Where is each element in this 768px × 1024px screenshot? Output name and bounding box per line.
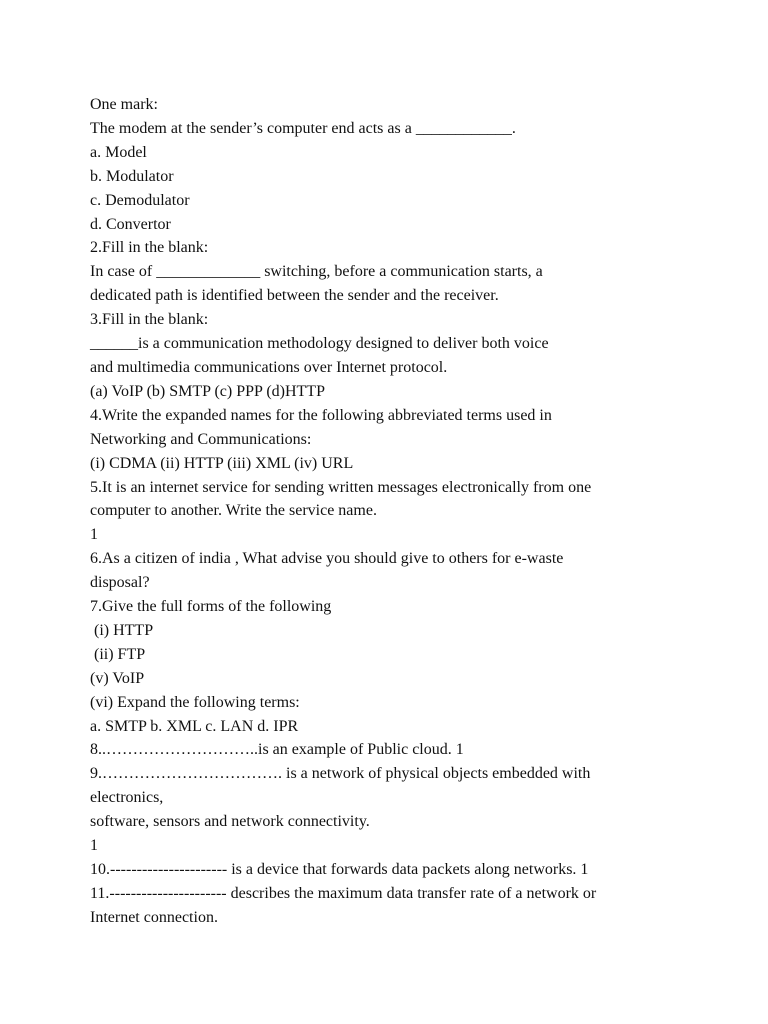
question-11-text: 11.---------------------- describes the maximum data transfer rate of a network or [90, 884, 597, 902]
question-1-option-a: a. Model [90, 143, 147, 161]
question-2-text-cont: dedicated path is identified between the sender and the receiver. [90, 287, 499, 305]
question-5-marks: 1 [90, 526, 98, 544]
question-1-option-d: d. Convertor [90, 215, 171, 233]
question-4-text-cont: Networking and Communications: [90, 430, 312, 448]
question-3-text: ______is a communication methodology designed to deliver both voice [90, 335, 549, 353]
question-9-text: 9.……………………………. is a network of physical objects embedded with [90, 765, 591, 783]
question-2-text: In case of _____________ switching, before a communication starts, a [90, 263, 543, 281]
section-heading: One mark: [90, 96, 158, 113]
question-9-marks: 1 [90, 837, 98, 855]
question-11-text-cont: Internet connection. [90, 908, 218, 926]
question-1-option-c: c. Demodulator [90, 191, 190, 209]
question-3-text-cont: and multimedia communications over Internet protocol. [90, 358, 448, 376]
document-page [90, 93, 690, 930]
question-7-item-6: (vi) Expand the following terms: [90, 693, 300, 711]
question-8-text: 8..………………………..is an example of Public cloud. 1 [90, 741, 464, 759]
question-7-text: 7.Give the full forms of the following [90, 598, 332, 616]
question-7-item-5: (v) VoIP [90, 669, 145, 687]
question-2-heading: 2.Fill in the blank: [90, 239, 209, 257]
question-4-terms: (i) CDMA (ii) HTTP (iii) XML (iv) URL [90, 454, 354, 472]
question-4-text: 4.Write the expanded names for the following abbreviated terms used in [90, 406, 552, 424]
question-7-item-2: (ii) FTP [90, 645, 146, 663]
question-3-heading: 3.Fill in the blank: [90, 311, 209, 329]
question-7-terms: a. SMTP b. XML c. LAN d. IPR [90, 717, 299, 735]
question-9-text-cont-1: electronics, [90, 789, 164, 807]
question-1-option-b: b. Modulator [90, 167, 174, 185]
question-9-text-cont-2: software, sensors and network connectivity. [90, 813, 370, 831]
question-6-text-cont: disposal? [90, 574, 150, 592]
question-5-text-cont: computer to another. Write the service name. [90, 502, 377, 520]
question-1-text: The modem at the sender’s computer end acts as a ____________. [90, 119, 516, 137]
question-5-text: 5.It is an internet service for sending written messages electronically from one [90, 478, 592, 496]
question-3-options: (a) VoIP (b) SMTP (c) PPP (d)HTTP [90, 382, 325, 400]
question-7-item-1: (i) HTTP [90, 621, 154, 639]
question-10-text: 10.---------------------- is a device that forwards data packets along networks. 1 [90, 861, 589, 878]
question-6-text: 6.As a citizen of india , What advise you should give to others for e-waste [90, 550, 564, 568]
